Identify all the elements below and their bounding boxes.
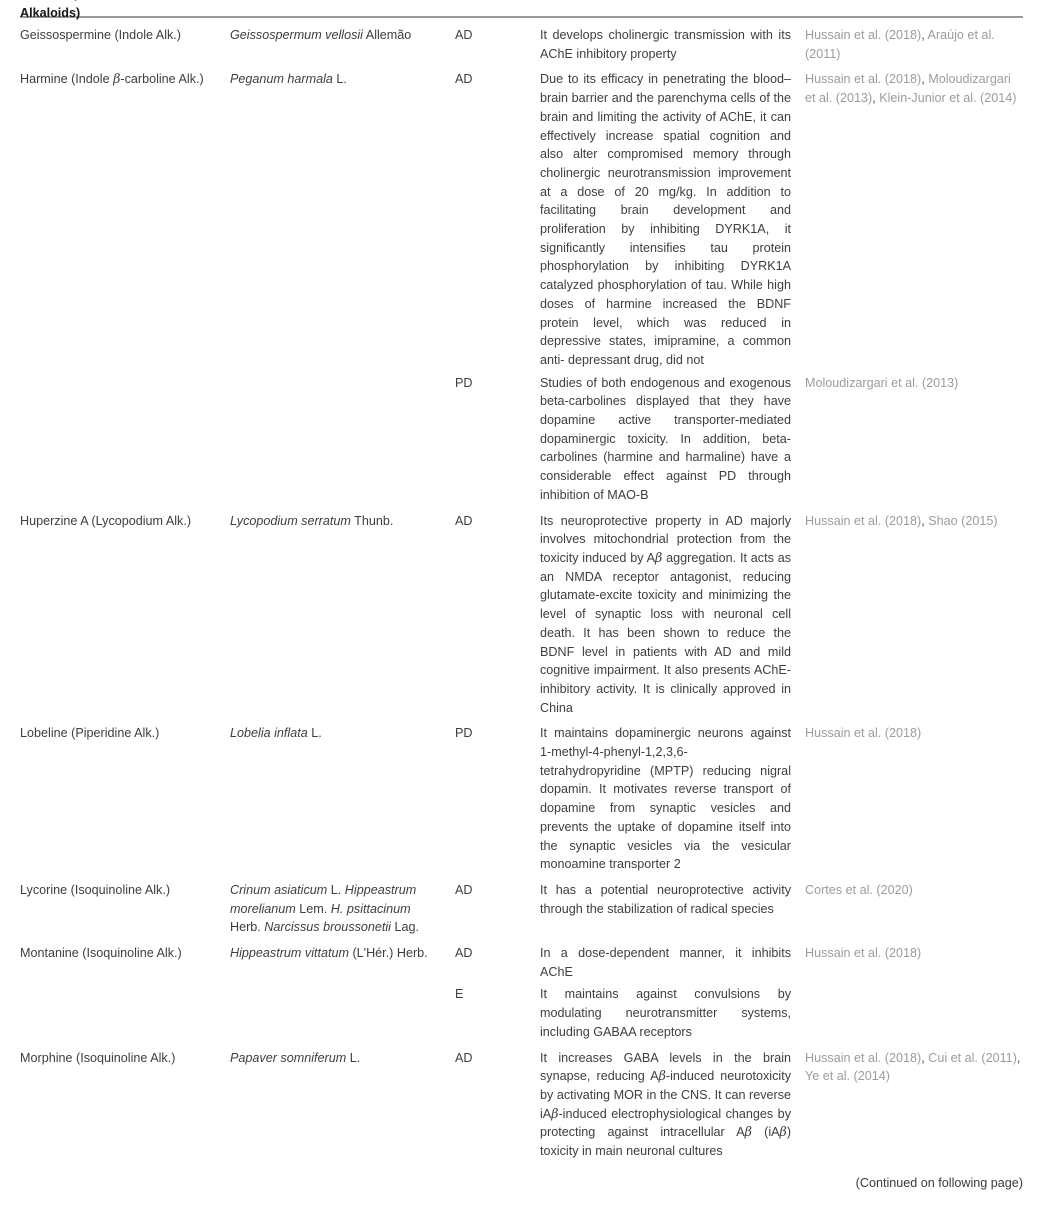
plant-source: [230, 1049, 455, 1161]
beta-symbol: β: [658, 1068, 666, 1084]
disease-code: AD: [455, 513, 473, 528]
beta-symbol: β: [655, 549, 663, 565]
references-cell: [805, 1049, 1023, 1161]
alkaloid-name: Lycorine (Isoquinoline Alk.): [20, 882, 171, 897]
table-header-row: [20, 0, 1023, 18]
beta-symbol: β: [551, 1105, 559, 1121]
table-row: [20, 881, 1023, 937]
plant-authority: Lag.: [391, 920, 420, 935]
column-header-alkaloid-line2: Alkaloids): [20, 5, 81, 20]
plant-authority: Herb.: [230, 920, 265, 935]
mechanism-text: It develops cholinergic transmission with its AChE inhibitory property: [540, 28, 791, 61]
plant-latin-name: Peganum harmala: [230, 72, 333, 87]
disease-code: PD: [455, 375, 473, 390]
disease-segments: [455, 944, 1023, 1042]
plant-latin-name: Hippeastrum vittatum: [230, 946, 349, 961]
plant-authority: L.: [307, 726, 322, 741]
alkaloid-name: Morphine (Isoquinoline Alk.): [20, 1050, 176, 1065]
references-cell: [805, 724, 1023, 874]
citation-link[interactable]: Hussain et al. (2018): [805, 72, 922, 87]
references-cell: [805, 70, 1023, 369]
mechanism-text: It maintains dopaminergic neurons against 1-methyl-4-phenyl-1,2,3,6- tetrahydropyridine (MPTP) reducing nigral dopamin. It motivates reverse transport of dopamine from synaptic vesicles and prevents the uptake of dopamine itself into the synaptic vesicles via the vesicular monoamine transporter 2: [540, 726, 791, 872]
disease-code: PD: [455, 726, 473, 741]
plant-source: [230, 512, 455, 718]
citation-link[interactable]: Moloudizargari et al. (2013): [805, 72, 1011, 106]
plant-latin-name: H. psittacinum: [330, 901, 411, 916]
table-body: [20, 18, 1023, 1161]
column-header-plant-source: [230, 0, 455, 22]
reference-separator: ,: [921, 72, 929, 87]
plant-authority: Allemão: [362, 28, 412, 42]
references-cell: [805, 26, 1023, 63]
table-row: [20, 26, 1023, 63]
disease-segment: [455, 70, 1023, 369]
disease-segment: [455, 985, 1023, 1041]
citation-link[interactable]: Moloudizargari et al. (2013): [805, 375, 959, 390]
plant-authority: L.: [346, 1050, 361, 1065]
citation-link[interactable]: Hussain et al. (2018): [805, 28, 922, 42]
disease-code: E: [455, 987, 464, 1002]
alkaloids-table: [20, 0, 1023, 1192]
disease-segment: [455, 26, 1023, 63]
plant-authority: Thunb.: [350, 513, 394, 528]
mechanism-text: It increases GABA levels in the brain synapse, reducing Aβ-induced neurotoxicity by activating MOR in the CNS. It can reverse iAβ-induced electrophysiological changes by protecting against intracellular Aβ (iAβ) toxicity in main neuronal cultures: [540, 1050, 792, 1159]
citation-link[interactable]: Shao (2015): [928, 513, 998, 528]
citation-link[interactable]: Hussain et al. (2018): [805, 1050, 922, 1065]
citation-link[interactable]: Hussain et al. (2018): [805, 513, 922, 528]
reference-separator: ,: [921, 28, 928, 42]
disease-code: AD: [455, 1050, 473, 1065]
citation-link[interactable]: Araújo et al. (2011): [805, 28, 995, 61]
disease-segments: [455, 512, 1023, 718]
citation-link[interactable]: Cui et al. (2011): [928, 1050, 1017, 1065]
mechanism-text: Studies of both endogenous and exogenous beta-carbolines displayed that they have dopamine active transporter-mediated dopaminergic toxicity. In addition, beta-carbolines (harmine and harmaline) have a considerable effect against PD through inhibition of MAO-B: [540, 375, 791, 502]
column-header-references: [805, 0, 1023, 22]
disease-segment: [455, 724, 1023, 874]
reference-separator: ,: [1016, 1050, 1021, 1065]
disease-segments: [455, 1049, 1023, 1161]
mechanism-text: In a dose-dependent manner, it inhibits AChE: [540, 946, 791, 979]
plant-latin-name: Lycopodium serratum: [230, 513, 351, 528]
disease-segments: [455, 26, 1023, 63]
disease-segment: [455, 1049, 1023, 1161]
beta-symbol: β: [744, 1124, 752, 1140]
disease-code: AD: [455, 72, 473, 87]
plant-latin-name: Lobelia inflata: [230, 726, 308, 741]
reference-separator: ,: [921, 1050, 929, 1065]
plant-authority: (L'Hér.) Herb.: [348, 946, 428, 961]
disease-segments: [455, 724, 1023, 874]
plant-authority: L.: [332, 72, 347, 87]
disease-segment: [455, 944, 1023, 981]
plant-latin-name: Papaver somniferum: [230, 1050, 347, 1065]
alkaloid-name: Montanine (Isoquinoline Alk.): [20, 946, 182, 961]
continued-note: (Continued on following page): [855, 1175, 1023, 1190]
beta-symbol: β: [779, 1124, 787, 1140]
disease-segments: [455, 70, 1023, 504]
column-header-alkaloid: [20, 0, 230, 22]
beta-symbol: β: [113, 71, 121, 87]
disease-code: AD: [455, 28, 473, 42]
plant-authority: L.: [327, 882, 345, 897]
citation-link[interactable]: Ye et al. (2014): [805, 1069, 890, 1084]
disease-segments: [455, 881, 1023, 937]
mechanism-text: It maintains against convulsions by modulating neurotransmitter systems, including GABAA receptors: [540, 987, 791, 1039]
alkaloid-name: Huperzine A (Lycopodium Alk.): [20, 513, 192, 528]
citation-link[interactable]: Hussain et al. (2018): [805, 726, 922, 741]
mechanism-text: It has a potential neuroprotective activity through the stabilization of radical species: [540, 882, 791, 916]
plant-latin-name: Geissospermum vellosii: [230, 28, 363, 42]
citation-link[interactable]: Cortes et al. (2020): [805, 882, 913, 897]
disease-segment: [455, 374, 1023, 505]
references-cell: [805, 881, 1023, 918]
citation-link[interactable]: Klein-Junior et al. (2014): [879, 91, 1017, 106]
table-row: [20, 512, 1023, 718]
disease-code: AD: [455, 946, 473, 961]
plant-source: [230, 881, 455, 937]
references-cell: [805, 512, 1023, 718]
plant-latin-name: Hippeastrum morelianum: [230, 882, 417, 916]
alkaloid-name: Harmine (Indole β-carboline Alk.): [20, 71, 204, 87]
plant-authority: Lem.: [295, 901, 331, 916]
alkaloid-name: Geissospermine (Indole Alk.): [20, 28, 181, 42]
references-cell: [805, 944, 1023, 981]
mechanism-text: Due to its efficacy in penetrating the blood–brain barrier and the parenchyma cells of the brain and limiting the activity of AChE, it can effectively increase spatial cognition and also alter compromised memory through cholinergic neurotransmission improvement at a dose of 20 mg/kg. In addition to facilitating brain development and proliferation by inhibiting DYRK1A, it significantly intensifies tau protein phosphorylation by inhibiting DYRK1A catalyzed phosphorylation of tau. While high doses of harmine increased the BDNF protein level, which was reduced in depressive states, imipramine, a common anti- depressant drug, did not: [540, 72, 791, 367]
disease-code: AD: [455, 882, 473, 897]
plant-source: [230, 724, 455, 874]
plant-source: [230, 70, 455, 504]
column-header-disease: [455, 0, 540, 22]
citation-link[interactable]: Hussain et al. (2018): [805, 946, 922, 961]
plant-source: [230, 26, 455, 63]
column-header-mechanism: [540, 0, 805, 22]
reference-separator: ,: [872, 91, 880, 106]
plant-source: [230, 944, 455, 1042]
table-row: [20, 70, 1023, 504]
disease-segment: [455, 512, 1023, 718]
disease-segment: [455, 881, 1023, 918]
table-row: [20, 944, 1023, 1042]
table-row: [20, 724, 1023, 874]
mechanism-text: Its neuroprotective property in AD majorly involves mitochondrial protection from the toxicity induced by Aβ aggregation. It acts as an NMDA receptor antagonist, reducing glutamate-excite toxicity and minimizing the level of synaptic loss with neuronal cell death. It has been shown to reduce the BDNF level in patients with AD and mild cognitive impairment. It also presents AChE-inhibitory activity. It is clinically approved in China: [540, 513, 791, 715]
alkaloid-name: Lobeline (Piperidine Alk.): [20, 726, 160, 741]
plant-latin-name: Narcissus broussonetii: [264, 920, 391, 935]
references-cell: [805, 985, 1023, 1041]
table-row: [20, 1049, 1023, 1161]
references-cell: [805, 374, 1023, 505]
plant-latin-name: Crinum asiaticum: [230, 882, 328, 897]
reference-separator: ,: [921, 513, 929, 528]
